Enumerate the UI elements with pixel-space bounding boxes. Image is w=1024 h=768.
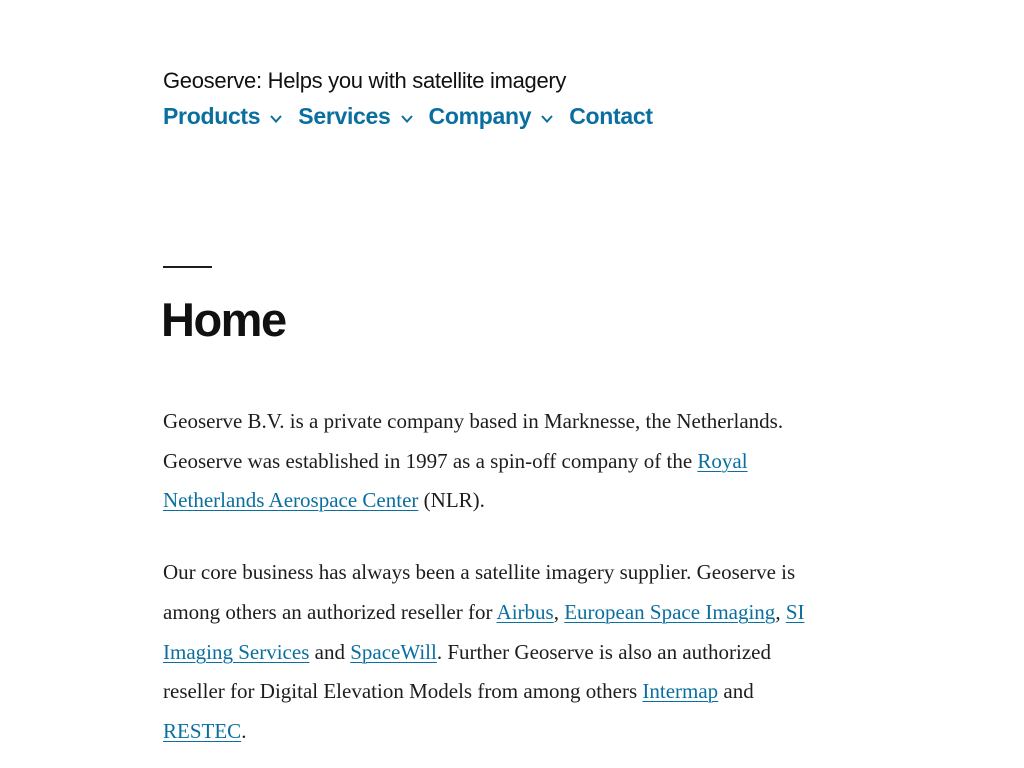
business-paragraph xyxy=(163,553,825,752)
chevron-down-icon[interactable] xyxy=(539,111,555,127)
primary-navigation xyxy=(163,101,667,131)
separator-text: and xyxy=(718,679,754,704)
link-airbus[interactable]: Airbus xyxy=(496,599,554,624)
site-header xyxy=(163,66,667,131)
separator-text: , xyxy=(553,599,565,624)
menu-link-services[interactable]: Services xyxy=(298,103,391,129)
separator-text: and xyxy=(309,639,351,664)
page-title: Home xyxy=(161,293,286,346)
title-separator xyxy=(163,266,212,268)
separator-text: , xyxy=(775,599,786,624)
chevron-down-icon[interactable] xyxy=(268,111,284,127)
business-text: Our core business has always been a satellite imagery supplier. Geoserve is among others an authorized reseller for xyxy=(163,560,796,624)
business-text-end: . xyxy=(241,718,247,743)
menu-item-products xyxy=(163,101,284,131)
intro-paragraph xyxy=(163,402,825,521)
primary-menu xyxy=(163,101,667,131)
chevron-down-icon[interactable] xyxy=(399,111,415,127)
intro-text: Geoserve B.V. is a private company based in Marknesse, the Netherlands. Geoserve was established in 1997 as a spin-off company of the xyxy=(163,409,784,473)
link-intermap[interactable]: Intermap xyxy=(642,679,719,704)
link-nlr[interactable]: Royal Netherlands Aerospace Center xyxy=(163,448,748,513)
menu-link-contact[interactable]: Contact xyxy=(569,103,653,129)
menu-item-contact xyxy=(569,101,653,131)
business-text-middle: . Further Geoserve is also an authorized reseller for Digital Elevation Models from among others xyxy=(163,639,771,704)
intro-text-end: (NLR). xyxy=(418,488,485,513)
link-european-space-imaging[interactable]: European Space Imaging xyxy=(564,599,776,624)
link-spacewill[interactable]: SpaceWill xyxy=(350,639,437,664)
site-title[interactable]: Geoserve: Helps you with satellite imagery xyxy=(163,68,567,93)
link-si-imaging-services[interactable]: SI Imaging Services xyxy=(163,599,805,664)
page-content xyxy=(163,402,825,768)
menu-link-company[interactable]: Company xyxy=(428,103,532,129)
menu-link-products[interactable]: Products xyxy=(163,103,261,129)
menu-item-services xyxy=(298,101,414,131)
link-restec[interactable]: RESTEC xyxy=(163,718,242,743)
menu-item-company xyxy=(429,101,556,131)
